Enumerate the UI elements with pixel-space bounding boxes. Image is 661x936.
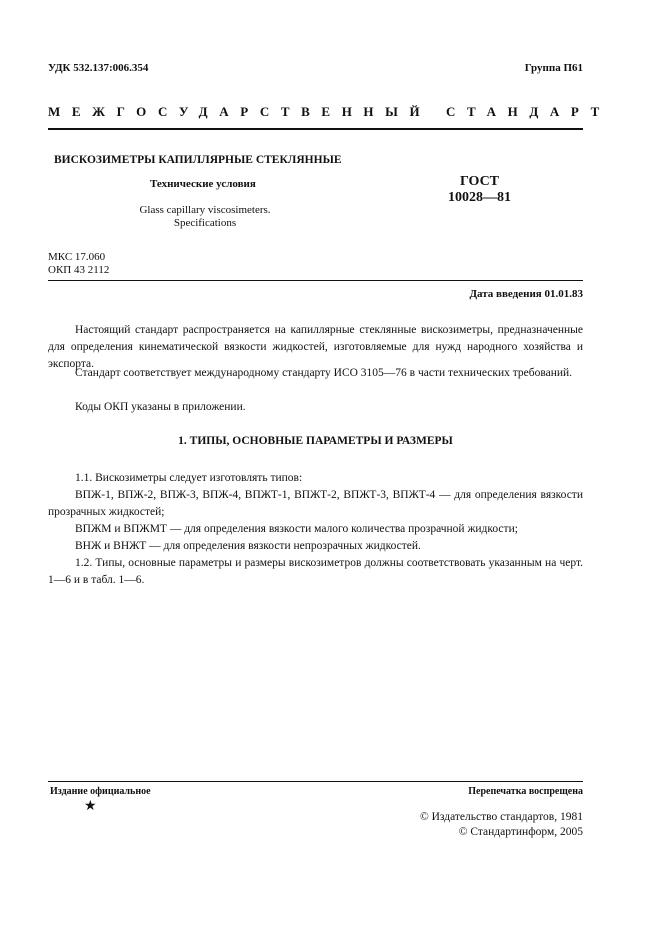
english-title-line1: Glass capillary viscosimeters. bbox=[139, 204, 271, 216]
section-line: ВПЖ-1, ВПЖ-2, ВПЖ-3, ВПЖ-4, ВПЖТ-1, ВПЖТ-2, ВПЖТ-3, ВПЖТ-4 — для определения вязкости прозрачных жидкостей; bbox=[48, 489, 583, 518]
copyright-line: © Стандартинформ, 2005 bbox=[458, 826, 583, 838]
section-line: 1.2. Типы, основные параметры и размеры вискозиметров должны соответствовать указанным на черт. 1—6 и в табл. 1—6. bbox=[48, 557, 583, 586]
section-line: ВПЖМ и ВПЖМТ — для определения вязкости малого количества прозрачной жидкости; bbox=[75, 523, 518, 535]
section-line: 1.1. Вискозиметры следует изготовлять типов: bbox=[75, 472, 303, 484]
gost-number: 10028—81 bbox=[448, 190, 511, 205]
copyright-block bbox=[420, 810, 583, 840]
okp-code: ОКП 43 2112 bbox=[48, 264, 110, 276]
bottom-rule bbox=[48, 781, 583, 782]
copyright-line: © Издательство стандартов, 1981 bbox=[419, 811, 583, 823]
section-line: ВНЖ и ВНЖТ — для определения вязкости непрозрачных жидкостей. bbox=[75, 540, 421, 552]
middle-rule bbox=[48, 280, 583, 281]
section-heading: 1. ТИПЫ, ОСНОВНЫЕ ПАРАМЕТРЫ И РАЗМЕРЫ bbox=[178, 435, 453, 447]
introduction-date-label: Дата введения bbox=[469, 288, 542, 300]
mks-code: МКС 17.060 bbox=[48, 251, 106, 263]
udk-code: УДК 532.137:006.354 bbox=[48, 62, 149, 74]
english-title-line2: Specifications bbox=[173, 217, 237, 229]
intro-paragraph: Коды ОКП указаны в приложении. bbox=[75, 401, 246, 413]
introduction-date-value: 01.01.83 bbox=[544, 288, 583, 300]
document-title: ВИСКОЗИМЕТРЫ КАПИЛЛЯРНЫЕ СТЕКЛЯННЫЕ bbox=[54, 154, 342, 166]
standard-banner: МЕЖГОСУДАРСТВЕННЫЙ СТАНДАРТ bbox=[48, 104, 611, 119]
english-title bbox=[130, 204, 280, 230]
intro-paragraph: Настоящий стандарт распространяется на капиллярные стеклянные вискозиметры, предназначенные для определения кинематической вязкости жидкостей, изготовляемые для нужд народного хозяйства и экспорта. bbox=[48, 324, 583, 370]
introduction-date bbox=[469, 288, 583, 300]
gost-designation bbox=[448, 174, 511, 206]
star-icon: ★ bbox=[84, 799, 97, 814]
classification-codes bbox=[48, 251, 109, 277]
gost-label: ГОСТ bbox=[459, 174, 500, 189]
group-code: Группа П61 bbox=[524, 62, 583, 74]
official-edition: Издание официальное bbox=[50, 786, 151, 797]
document-subtitle: Технические условия bbox=[150, 178, 256, 190]
top-rule bbox=[48, 128, 583, 130]
intro-paragraph: Стандарт соответствует международному стандарту ИСО 3105—76 в части технических требований. bbox=[75, 367, 573, 379]
reprint-prohibited: Перепечатка воспрещена bbox=[468, 786, 583, 797]
